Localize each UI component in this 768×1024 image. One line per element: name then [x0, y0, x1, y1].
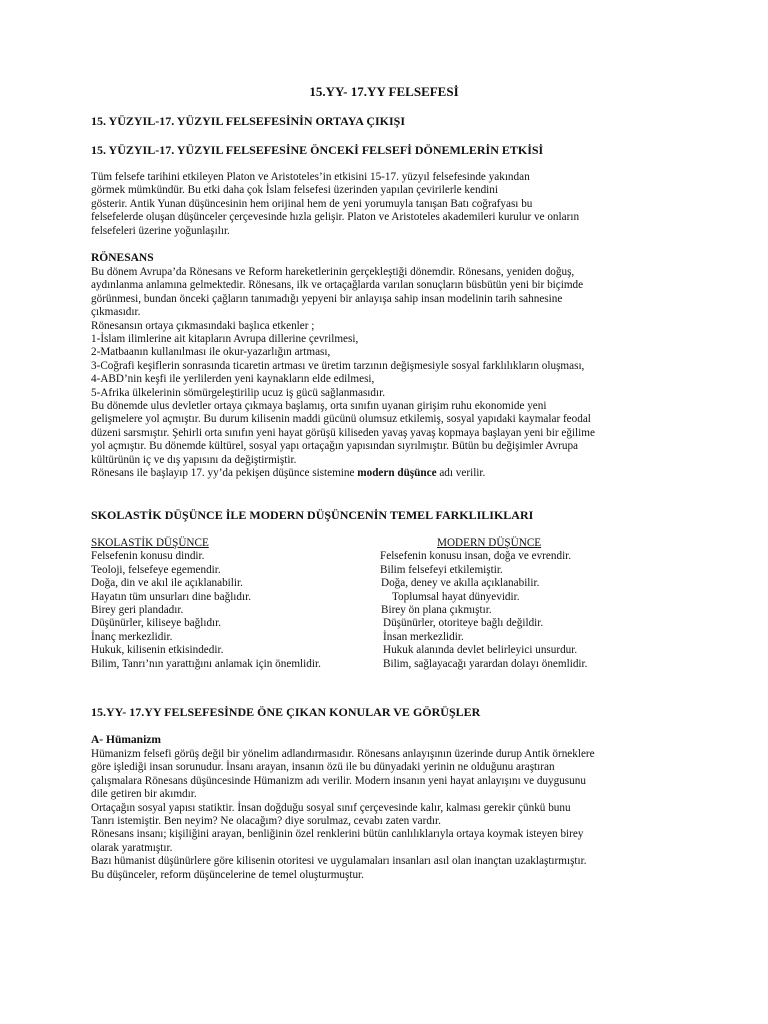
- list-item: 1-İslam ilimlerine ait kitapların Avrupa dillerine çevrilmesi,: [91, 333, 359, 346]
- comparison-item: Düşünürler, otoriteye bağlı değildir.: [383, 617, 544, 630]
- text-line: gösterir. Antik Yunan düşüncesinin hem orijinal hem de yeni yorumuyla tanışan Batı coğrafyası bu: [91, 197, 533, 210]
- ronesans-paragraph: [91, 266, 691, 481]
- comparison-item: Felsefenin konusu dindir.: [91, 550, 205, 563]
- comparison-item: Bilim, Tanrı’nın yarattığını anlamak için önemlidir.: [91, 657, 321, 670]
- section-heading-origin: 15. YÜZYIL-17. YÜZYIL FELSEFESİNİN ORTAYA ÇIKIŞI: [91, 114, 405, 128]
- text-line: yol açmıştır. Bu dönemde kültürel, sosyal yapı ortaçağın yapısından sıyrılmıştır. Bütün bu değişimler Avrupa: [91, 440, 578, 453]
- comparison-item: Hukuk, kilisenin etkisindedir.: [91, 644, 224, 657]
- text-line: Tanrı istemiştir. Ben neyim? Ne olacağım? diye sorulmaz, cevabı zaten vardır.: [91, 815, 441, 828]
- comparison-item: Bilim, sağlayacağı yarardan dolayı önemlidir.: [383, 657, 588, 670]
- modern-thought-term: modern düşünce: [357, 467, 437, 480]
- ronesans-heading: RÖNESANS: [91, 252, 154, 264]
- list-item: 3-Coğrafi keşiflerin sonrasında ticaretin artması ve üretim tarzının değişmesiyle sosyal farklılıkların oluşması,: [91, 359, 585, 372]
- text-line: Ortaçağın sosyal yapısı statiktir. İnsan doğduğu sosyal sınıf çerçevesinde kalır, kalması gerekir çünkü bunu: [91, 801, 571, 814]
- modern-column: [378, 537, 587, 671]
- text-line: Bu dönemde ulus devletler ortaya çıkmaya başlamış, orta sınıfın uyanan girişim ruhu ekonomide yeni: [91, 400, 547, 413]
- section-heading-influence: 15. YÜZYIL-17. YÜZYIL FELSEFESİNE ÖNCEKİ FELSEFİ DÖNEMLERİN ETKİSİ: [91, 143, 544, 157]
- comparison-item: Birey geri plandadır.: [91, 604, 184, 617]
- text-line: düzeni sarsmıştır. Şehirli orta sınıfın yeni hayat görüşü kiliseden yavaş yavaş kopmaya başlayan yeni bir eğilime: [91, 426, 595, 439]
- list-item: 4-ABD’nin keşfi ile yerlilerden yeni kaynakların elde edilmesi,: [91, 373, 375, 386]
- text-line: dile getiren bir akımdır.: [91, 788, 197, 801]
- text-line: çıkmasıdır.: [91, 306, 141, 319]
- text-line: Rönesansın ortaya çıkmasındaki başlıca etkenler ;: [91, 319, 315, 332]
- text-line: olarak yaratmıştır.: [91, 841, 173, 854]
- comparison-item: Düşünürler, kiliseye bağlıdır.: [91, 617, 222, 630]
- humanizm-paragraph: [91, 748, 691, 882]
- text-line: kültürünün iç ve dış yapısını da değiştirmiştir.: [91, 453, 297, 466]
- comparison-item: Hayatın tüm unsurları dine bağlıdır.: [91, 590, 252, 603]
- text-line: aydınlanma anlamına gelmektedir. Rönesans, ilk ve ortaçağlarda varılan sonuçların büsbütün yeni bir biçimde: [91, 279, 584, 292]
- topics-heading: 15.YY- 17.YY FELSEFESİNDE ÖNE ÇIKAN KONULAR VE GÖRÜŞLER: [91, 705, 481, 719]
- intro-paragraph: [91, 171, 691, 238]
- page-title: 15.YY- 17.YY FELSEFESİ: [309, 84, 459, 99]
- comparison-item: Birey ön plana çıkmıştır.: [381, 604, 492, 617]
- text-line: göre işlediği insan sorunudur. İnsanı arayan, insanın özü ile bu dünyadaki yerinin ne olduğunu araştıran: [91, 761, 555, 774]
- text-line: gelişmelere yol açmıştır. Bu durum kilisenin maddi gücünü olumsuz etkilemiş, sosyal yapıdaki kaymalar feodal: [91, 413, 591, 426]
- text-line: Tüm felsefe tarihini etkileyen Platon ve Aristoteles’in etkisini 15-17. yüzyıl felsefesinde yakından: [91, 171, 530, 183]
- scholastic-column: [91, 537, 321, 671]
- text-line: felsefeleri üzerine yoğunlaşılır.: [91, 224, 230, 237]
- comparison-item: İnanç merkezlidir.: [91, 630, 173, 643]
- comparison-item: Felsefenin konusu insan, doğa ve evrendir.: [380, 550, 572, 563]
- text-line: görmek mümkündür. Bu etki daha çok İslam felsefesi üzerinden yapılan çevirilerle kendini: [91, 184, 498, 197]
- modern-column-header: MODERN DÜŞÜNCE: [437, 537, 542, 549]
- text-line: Bu dönem Avrupa’da Rönesans ve Reform hareketlerinin gerçekleştiği dönemdir. Rönesans, yeniden doğuş,: [91, 266, 575, 278]
- text-line: çalışmalara Rönesans düşüncesinde Hümanizm adı verilir. Modern insanın yeni hayat anlayışını ve duygusunu: [91, 774, 586, 787]
- scholastic-column-header: SKOLASTİK DÜŞÜNCE: [91, 537, 209, 549]
- comparison-item: Bilim felsefeyi etkilemiştir.: [380, 563, 503, 576]
- comparison-item: Doğa, deney ve akılla açıklanabilir.: [381, 577, 540, 590]
- list-item: 5-Afrika ülkelerinin sömürgeleştirilip ucuz iş gücü sağlanmasıdır.: [91, 386, 386, 399]
- comparison-item: Toplumsal hayat dünyevidir.: [392, 590, 520, 603]
- text-span: Rönesans ile başlayıp 17. yy’da pekişen düşünce sistemine: [91, 467, 358, 480]
- text-line: görünmesi, bundan önceki çağların tanımadığı yepyeni bir anlayışa sahip insan modelinin tarih sahnesine: [91, 292, 563, 305]
- humanizm-heading: A- Hümanizm: [91, 734, 161, 746]
- text-line: Hümanizm felsefi görüş değil bir yönelim adlandırmasıdır. Rönesans anlayışının üzerinde durup Antik örneklere: [91, 748, 595, 760]
- text-span: adı verilir.: [436, 467, 486, 480]
- text-line: Bu düşünceler, reform düşüncelerine de temel oluşturmuştur.: [91, 868, 364, 881]
- modern-thought-line: [91, 467, 691, 480]
- list-item: 2-Matbaanın kullanılması ile okur-yazarlığın artması,: [91, 346, 331, 359]
- comparison-item: Teoloji, felsefeye egemendir.: [91, 563, 221, 576]
- comparison-item: Hukuk alanında devlet belirleyici unsurdur.: [383, 644, 578, 657]
- comparison-heading: SKOLASTİK DÜŞÜNCE İLE MODERN DÜŞÜNCENİN TEMEL FARKLILIKLARI: [91, 508, 534, 522]
- comparison-item: Doğa, din ve akıl ile açıklanabilir.: [91, 577, 243, 590]
- comparison-item: İnsan merkezlidir.: [383, 630, 464, 643]
- text-line: Bazı hümanist düşünürlere göre kilisenin otoritesi ve uygulamaları insanları asıl olan inançtan uzaklaştırmıştır.: [91, 855, 587, 868]
- text-line: felsefelerde oluşan düşünceler çerçevesinde hızla gelişir. Platon ve Aristoteles akademileri kurulur ve onların: [91, 211, 580, 224]
- text-line: Rönesans insanı; kişiliğini arayan, benliğinin özel renklerini bütün canlılıklarıyla ortaya koymak isteyen birey: [91, 828, 584, 841]
